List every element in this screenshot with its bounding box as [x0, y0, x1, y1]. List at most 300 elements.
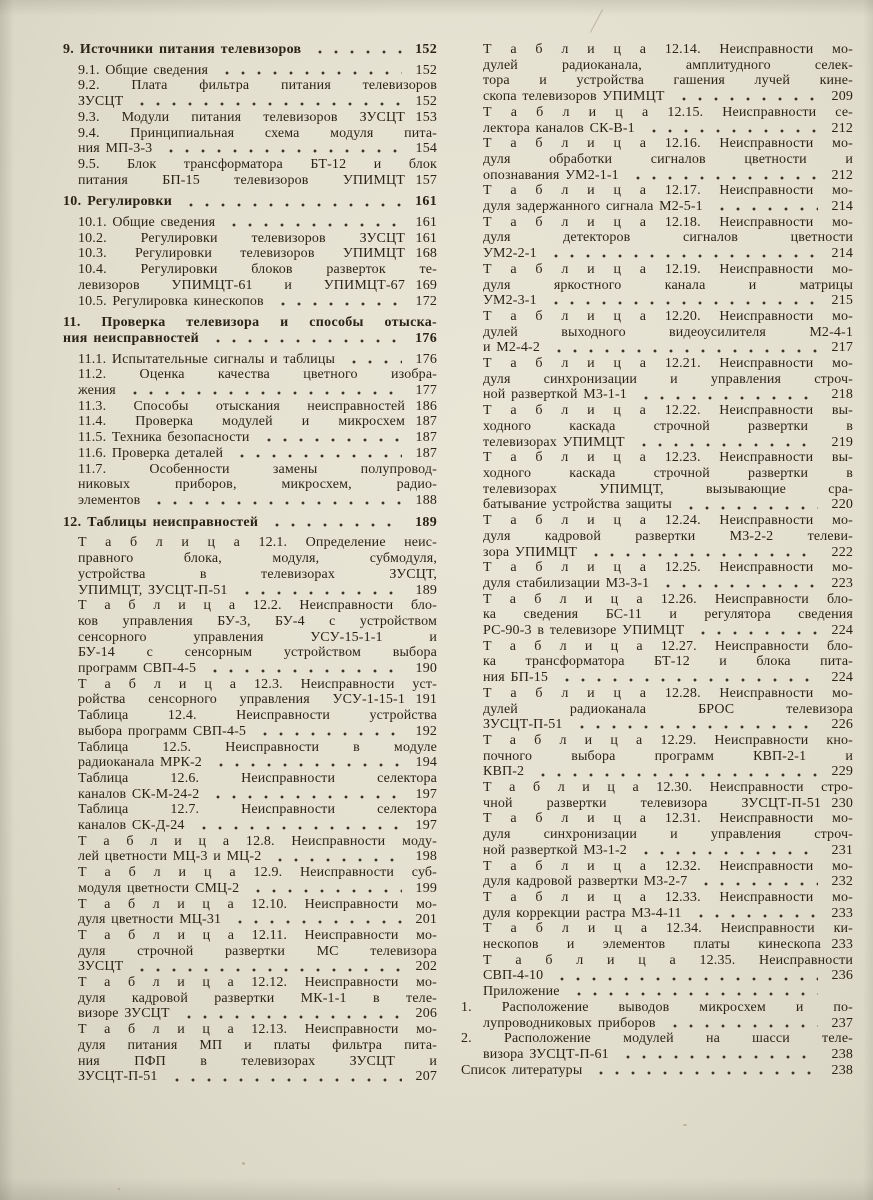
page-number: 161 [415, 215, 437, 231]
toc-entry-text: дуля стабилизации М3-3-1 [483, 575, 650, 591]
toc-entry-last-line [63, 42, 437, 58]
dot-leader [268, 849, 402, 865]
toc-entry-text: визоре ЗУСЦТ [78, 1006, 170, 1022]
page-number: 194 [415, 755, 437, 771]
toc-entry-text: УМ2-2-1 [483, 246, 537, 262]
page-number: 191 [415, 692, 437, 708]
toc-entry-line: Т а б л и ц а 12.14. Неисправности мо- [483, 42, 853, 57]
page-number: 197 [415, 786, 437, 802]
toc-entry-text: 11.4. Проверка модулей и микросхем [78, 414, 405, 430]
toc-entry-line: Т а б л и ц а 12.30. Неисправности стро- [483, 780, 853, 796]
toc-entry-text: батывание устройства защиты [483, 497, 672, 513]
dot-leader [253, 724, 402, 740]
dot-leader [206, 331, 402, 347]
dot-leader [123, 383, 402, 399]
toc-entry-last-line [78, 278, 437, 294]
toc-entry-last-line [78, 1069, 437, 1085]
toc-entry-last-line [78, 787, 437, 803]
toc-entry [483, 811, 853, 858]
page-number: 177 [415, 383, 437, 399]
toc-entry-last-line [63, 515, 437, 531]
page-number: 187 [415, 414, 437, 430]
toc-entry-line: дуля синхронизации и управления строч- [483, 371, 853, 387]
dot-leader [663, 1016, 818, 1032]
toc-entry-line: Т а б л и ц а 12.12. Неисправности мо- [78, 975, 437, 991]
page-number: 214 [831, 246, 853, 262]
toc-entry-line: дуля детекторов сигналов цветности [483, 230, 853, 246]
toc-entry-line: Таблица 12.6. Неисправности селектора [78, 770, 437, 786]
toc-entry-text: 9. Источники питания телевизоров [63, 42, 302, 57]
page-number: 188 [415, 492, 437, 508]
toc-entry-text: дуля кадровой развертки М3-2-7 [483, 874, 688, 890]
toc-entry-text: опознавания УМ2-1-1 [483, 167, 619, 183]
toc-entry [483, 450, 853, 513]
toc-entry [483, 183, 853, 214]
toc-entry-line: Т а б л и ц а 12.35. Неисправности [483, 952, 853, 968]
toc-entry-last-line [483, 199, 853, 215]
dot-leader [626, 168, 818, 184]
toc-entry-last-line [483, 293, 853, 309]
toc-entry-line: Т а б л и ц а 12.13. Неисправности мо- [78, 1022, 437, 1038]
page-number: 220 [831, 497, 853, 513]
toc-entry-last-line [78, 849, 437, 865]
page-number: 230 [831, 795, 853, 811]
toc-entry-line: дуля синхронизации и управления строч- [483, 827, 853, 843]
toc-entry [78, 462, 437, 509]
toc-entry [78, 294, 437, 310]
page-number: 169 [415, 277, 437, 293]
toc-entry-line: Т а б л и ц а 12.31. Неисправности мо- [483, 811, 853, 827]
toc-entry-last-line [483, 435, 853, 451]
toc-entry [483, 639, 853, 686]
dot-leader [567, 984, 818, 1000]
toc-entry-last-line [63, 331, 437, 347]
page-number: 152 [415, 94, 437, 110]
toc-entry [78, 598, 437, 677]
toc-entry-text: Список литературы [461, 1062, 583, 1078]
toc-entry [78, 367, 437, 398]
toc-entry [483, 262, 853, 309]
toc-entry [78, 897, 437, 928]
toc-entry-last-line [483, 387, 853, 403]
toc-entry-last-line [483, 796, 853, 812]
toc-entry-line: БУ-14 с сенсорным устройством выбора [78, 645, 437, 661]
toc-entry-text: Приложение [483, 984, 560, 1000]
page-number: 222 [831, 544, 853, 560]
toc-entry-line: Т а б л и ц а 12.15. Неисправности се- [483, 104, 853, 120]
toc-entry [78, 677, 437, 708]
page-number: 190 [415, 661, 437, 677]
dot-leader [165, 1069, 402, 1085]
dot-leader [570, 717, 818, 733]
dot-leader [550, 968, 818, 984]
page-number: 207 [415, 1069, 437, 1085]
toc-entry-text: лектора каналов СК-В-1 [483, 120, 635, 136]
toc-entry-line: Т а б л и ц а 12.33. Неисправности мо- [483, 889, 853, 905]
toc-entry-line: тора и устройства гашения лучей кине- [483, 73, 853, 89]
toc-entry-text: УПИМЦТ, ЗУСЦТ-П-51 [78, 582, 228, 598]
toc-entry-last-line [78, 818, 437, 834]
toc-entry-last-line [78, 1006, 437, 1022]
toc-entry-last-line [78, 692, 437, 708]
toc-entry-last-line [78, 661, 437, 677]
page-number: 161 [415, 230, 437, 246]
toc-entry-line: Т а б л и ц а 12.23. Неисправности вы- [483, 450, 853, 466]
toc-entry-text: левизоров УПИМЦТ-61 и УПИМЦТ-67 [78, 277, 405, 293]
toc-entry-text: 10.2. Регулировки телевизоров ЗУСЦТ [78, 230, 405, 246]
toc-entry-text: 10.1. Общие сведения [78, 215, 216, 231]
dot-leader [235, 583, 402, 599]
toc-entry-line: дуля кадровой развертки М3-2-2 телеви- [483, 528, 853, 544]
toc-entry-text: дуля задержанного сигнала М2-5-1 [483, 199, 703, 215]
toc-entry-last-line [483, 121, 853, 137]
toc-entry-line: Т а б л и ц а 12.3. Неисправности уст- [78, 676, 437, 692]
page-number: 226 [831, 717, 853, 733]
toc-entry-line: дуля питания МП и платы фильтра пита- [78, 1037, 437, 1053]
toc-section-entry [63, 514, 437, 531]
toc-entry [78, 215, 437, 231]
page-number: 197 [415, 818, 437, 834]
toc-entry [78, 63, 437, 79]
toc-entry-text: УМ2-3-1 [483, 293, 537, 309]
toc-entry-line: 11. Проверка телевизора и способы отыска- [63, 315, 437, 331]
toc-entry-text: 11.5. Техника безопасности [78, 430, 250, 446]
toc-entry-line: Т а б л и ц а 12.17. Неисправности мо- [483, 183, 853, 199]
page-number: 192 [415, 723, 437, 739]
page-number: 168 [415, 246, 437, 262]
dot-leader [555, 670, 818, 686]
page-number: 212 [831, 167, 853, 183]
dot-leader [531, 764, 818, 780]
toc-entry-last-line [78, 414, 437, 430]
toc-entry-line: 9.2. Плата фильтра питания телевизоров [78, 78, 437, 94]
toc-entry-line: никовых приборов, микросхем, радио- [78, 477, 437, 493]
toc-entry-last-line [78, 383, 437, 399]
page-number: 202 [415, 959, 437, 975]
toc-entry-line: Т а б л и ц а 12.9. Неисправности суб- [78, 865, 437, 881]
toc-entry-line: Т а б л и ц а 12.34. Неисправности ки- [483, 921, 853, 937]
dot-leader [544, 293, 818, 309]
toc-entry [461, 1031, 853, 1062]
page-number: 172 [415, 293, 437, 309]
toc-entry-text: ЗУСЦТ [78, 94, 124, 110]
toc-entry-last-line [78, 94, 437, 110]
toc-entry-line: сенсорного управления УСУ-15-1-1 и [78, 629, 437, 645]
dot-leader [689, 906, 818, 922]
toc-entry-text: 9.1. Общие сведения [78, 62, 209, 78]
toc-entry-line: 10.4. Регулировки блоков разверток те- [78, 262, 437, 278]
toc-entry-line: Т а б л и ц а 12.10. Неисправности мо- [78, 896, 437, 912]
toc-entry-text: ной разверткой М3-1-1 [483, 387, 627, 403]
toc-entry-last-line [78, 215, 437, 231]
toc-entry-line: дулей выходного видеоусилителя М2-4-1 [483, 324, 853, 340]
toc-entry [483, 859, 853, 890]
page-number: 212 [831, 120, 853, 136]
toc-entry-last-line [483, 246, 853, 262]
toc-entry-line: ния ПФП в телевизорах ЗУСЦТ и [78, 1053, 437, 1069]
toc-entry [483, 136, 853, 183]
toc-entry-line: Т а б л и ц а 12.19. Неисправности мо- [483, 261, 853, 277]
dot-leader [230, 446, 402, 462]
dot-leader [691, 623, 818, 639]
toc-entry-line: Т а б л и ц а 12.26. Неисправности бло- [483, 591, 853, 607]
dot-leader [584, 545, 818, 561]
toc-entry-text: РС-90-3 в телевизоре УПИМЦТ [483, 623, 685, 639]
toc-entry-text: ния МП-3-3 [78, 141, 153, 157]
dot-leader [209, 755, 402, 771]
toc-entry [483, 890, 853, 921]
toc-entry-line: ка трансформатора БТ-12 и блока пита- [483, 654, 853, 670]
toc-entry-line: 1. Расположение выводов микросхем и по- [461, 999, 853, 1015]
toc-entry-text: зора УПИМЦТ [483, 544, 578, 560]
toc-entry-line: дуля яркостного канала и матрицы [483, 277, 853, 293]
page-number: 209 [831, 89, 853, 105]
toc-entry-text: каналов СК-М-24-2 [78, 786, 200, 802]
toc-entry-text: 10.5. Регулировка кинескопов [78, 293, 264, 309]
toc-entry-text: чной развертки телевизора ЗУСЦТ-П-51 [483, 795, 821, 811]
toc-entry [78, 740, 437, 771]
page-number: 229 [831, 764, 853, 780]
toc-entry-last-line [483, 168, 853, 184]
toc-entry-last-line [78, 173, 437, 189]
toc-entry [78, 1022, 437, 1085]
toc-column-left [63, 42, 437, 1085]
page-number: 157 [415, 172, 437, 188]
toc-entry-last-line [78, 881, 437, 897]
toc-entry-text: модуля цветности СМЦ-2 [78, 880, 240, 896]
toc-entry [483, 984, 853, 1000]
toc-entry-text: дуля цветности МЦ-31 [78, 912, 222, 928]
toc-entry-last-line [483, 764, 853, 780]
toc-entry-text: 12. Таблицы неисправностей [63, 514, 259, 530]
dot-leader [710, 199, 818, 215]
toc-entry-text: ния неисправностей [63, 330, 200, 346]
toc-entry [78, 262, 437, 293]
page-number: 154 [415, 141, 437, 157]
toc-entry [78, 802, 437, 833]
dot-leader [634, 387, 818, 403]
toc-entry-text: программ СВП-4-5 [78, 661, 197, 677]
page-number: 198 [415, 849, 437, 865]
toc-entry [483, 733, 853, 780]
toc-entry-text: ния БП-15 [483, 670, 549, 686]
toc-entry-line: устройства в телевизорах ЗУСЦТ, [78, 566, 437, 582]
toc-entry [78, 834, 437, 865]
toc-entry-last-line [483, 1047, 853, 1063]
toc-entry-text: лупроводниковых приборов [483, 1015, 656, 1031]
toc-entry-text: дуля коррекции растра М3-4-11 [483, 905, 682, 921]
dot-leader [203, 661, 402, 677]
toc-entry-line: Таблица 12.5. Неисправности в модуле [78, 739, 437, 755]
toc-entry [78, 975, 437, 1022]
toc-entry-text: и М2-4-2 [483, 340, 540, 356]
toc-entry [483, 403, 853, 450]
dot-leader [271, 294, 402, 310]
page-number: 199 [415, 880, 437, 896]
toc-entry-line: Т а б л и ц а 12.29. Неисправности кно- [483, 732, 853, 748]
toc-entry-line: Т а б л и ц а 12.22. Неисправности вы- [483, 403, 853, 419]
dot-leader [544, 246, 818, 262]
toc-entry [483, 780, 853, 811]
toc-entry-text: СВП-4-10 [483, 968, 544, 984]
dot-leader [222, 215, 402, 231]
toc-entry-line: Т а б л и ц а 12.27. Неисправности бло- [483, 638, 853, 654]
toc-entry-last-line [483, 937, 853, 953]
toc-entry-last-line [483, 670, 853, 686]
toc-entry-text: жения [78, 383, 116, 399]
toc-entry [78, 246, 437, 262]
toc-entry-last-line [78, 446, 437, 462]
dot-leader [694, 874, 818, 890]
toc-entry-last-line [483, 623, 853, 639]
toc-entry [78, 771, 437, 802]
toc-entry-line: Т а б л и ц а 12.18. Неисправности мо- [483, 214, 853, 230]
page-number: 176 [415, 351, 437, 367]
toc-entry-line: дулей радиоканала, амплитудного селек- [483, 57, 853, 73]
toc-entry-last-line [483, 906, 853, 922]
page-number: 189 [415, 514, 437, 530]
toc-entry-text: выбора программ СВП-4-5 [78, 723, 247, 739]
toc-column-right [461, 42, 853, 1078]
toc-entry [483, 356, 853, 403]
dot-leader [206, 787, 402, 803]
page-number: 176 [415, 330, 437, 346]
toc-entry-last-line [483, 968, 853, 984]
toc-entry-line: почного выбора программ КВП-2-1 и [483, 748, 853, 764]
toc-entry-last-line [78, 141, 437, 157]
toc-entry-line: Т а б л и ц а 12.8. Неисправности моду- [78, 833, 437, 849]
toc-entry-line: Т а б л и ц а 12.28. Неисправности мо- [483, 685, 853, 701]
toc-entry [461, 1062, 853, 1079]
toc-entry-text: элементов [78, 492, 141, 508]
dot-leader [147, 493, 402, 509]
toc-entry [483, 686, 853, 733]
page-number: 219 [831, 434, 853, 450]
dot-leader [130, 959, 402, 975]
page-number: 236 [831, 968, 853, 984]
toc-entry [483, 560, 853, 591]
page-number: 232 [831, 874, 853, 890]
toc-entry-text: каналов СК-Д-24 [78, 818, 185, 834]
toc-entry-last-line [78, 63, 437, 79]
toc-entry-line: ков управления БУ-3, БУ-4 с устройством [78, 613, 437, 629]
toc-entry-last-line [483, 340, 853, 356]
dot-leader [257, 430, 402, 446]
toc-entry-last-line [78, 493, 437, 509]
dot-leader [672, 89, 818, 105]
toc-entry-text: ЗУСЦТ-П-51 [78, 1069, 158, 1085]
dot-leader [679, 497, 818, 513]
toc-entry-line: дуля строчной развертки МС телевизора [78, 943, 437, 959]
toc-entry-line: 11.2. Оценка качества цветного изобра- [78, 367, 437, 383]
dot-leader [616, 1047, 818, 1063]
toc-entry [78, 535, 437, 598]
dot-leader [246, 881, 402, 897]
toc-entry [483, 42, 853, 105]
dot-leader [634, 843, 818, 859]
toc-entry-last-line [483, 717, 853, 733]
toc-entry-text: скопа телевизоров УПИМЦТ [483, 89, 665, 105]
toc-entry-text: 10. Регулировки [63, 194, 173, 210]
toc-entry-last-line [483, 545, 853, 561]
toc-entry-line: дулей радиоканала БРОС телевизора [483, 701, 853, 717]
toc-entry-text: 9.3. Модули питания телевизоров ЗУСЦТ [78, 109, 405, 125]
toc-entry-text: телевизорах УПИМЦТ [483, 434, 625, 450]
toc-entry [483, 105, 853, 136]
toc-entry-line: Т а б л и ц а 12.25. Неисправности мо- [483, 560, 853, 576]
toc-entry-last-line [78, 583, 437, 599]
toc-entry-last-line [78, 755, 437, 771]
dot-leader [192, 818, 402, 834]
page-number: 233 [831, 937, 853, 953]
toc-entry-text: 11.3. Способы отыскания неисправностей [78, 398, 405, 414]
toc-entry-line: 2. Расположение модулей на шасси теле- [461, 1031, 853, 1047]
page-number: 233 [831, 905, 853, 921]
toc-entry-last-line [78, 246, 437, 262]
toc-entry-last-line [78, 430, 437, 446]
page-number: 237 [831, 1015, 853, 1031]
toc-section-entry [63, 194, 437, 210]
paper-scratch [590, 9, 603, 32]
toc-entry [78, 352, 437, 368]
paper-speck [242, 1162, 245, 1165]
page-number: 161 [415, 194, 437, 210]
page-number: 187 [415, 430, 437, 446]
page-number: 152 [415, 42, 437, 57]
toc-entry-line: Таблица 12.4. Неисправности устройства [78, 708, 437, 724]
page-number: 153 [415, 109, 437, 125]
toc-entry [78, 157, 437, 188]
toc-entry-text: ройства сенсорного управления УСУ-1-15-1 [78, 692, 405, 708]
toc-section-entry [63, 315, 437, 346]
toc-entry [483, 953, 853, 984]
toc-entry-line: правного блока, модуля, субмодуля, [78, 551, 437, 567]
page-number: 186 [415, 398, 437, 414]
toc-entry [461, 999, 853, 1031]
toc-entry-last-line [78, 110, 437, 126]
toc-entry-line: Т а б л и ц а 12.20. Неисправности мо- [483, 308, 853, 324]
toc-entry-line: телевизорах УПИМЦТ, вызывающие сра- [483, 481, 853, 497]
page-number: 215 [831, 293, 853, 309]
toc-entry-last-line [78, 231, 437, 247]
toc-entry [483, 921, 853, 952]
dot-leader [308, 42, 402, 58]
toc-section-entry [63, 42, 437, 58]
toc-entry-last-line [483, 576, 853, 592]
toc-entry-line: Т а б л и ц а 12.32. Неисправности мо- [483, 858, 853, 874]
paper-speck [118, 1188, 120, 1190]
toc-entry-last-line [483, 984, 853, 1000]
dot-leader [179, 194, 402, 210]
toc-entry-line: 9.4. Принципиальная схема модуля пита- [78, 125, 437, 141]
page-number: 238 [831, 1047, 853, 1062]
toc-entry-text: 10.3. Регулировки телевизоров УПИМЦТ [78, 246, 405, 262]
toc-entry [78, 708, 437, 739]
toc-entry [78, 78, 437, 109]
page-number: 189 [415, 582, 437, 598]
page-number: 152 [415, 62, 437, 78]
dot-leader [159, 141, 402, 157]
paper-speck [683, 1124, 687, 1126]
toc-entry-text: 11.6. Проверка деталей [78, 445, 224, 461]
toc-entry-last-line [78, 912, 437, 928]
toc-entry [78, 231, 437, 247]
toc-entry-line: дуля кадровой развертки МК-1-1 в теле- [78, 990, 437, 1006]
dot-leader [130, 94, 402, 110]
toc-entry [78, 126, 437, 157]
page-number: 214 [831, 199, 853, 215]
toc-entry-last-line [78, 352, 437, 368]
